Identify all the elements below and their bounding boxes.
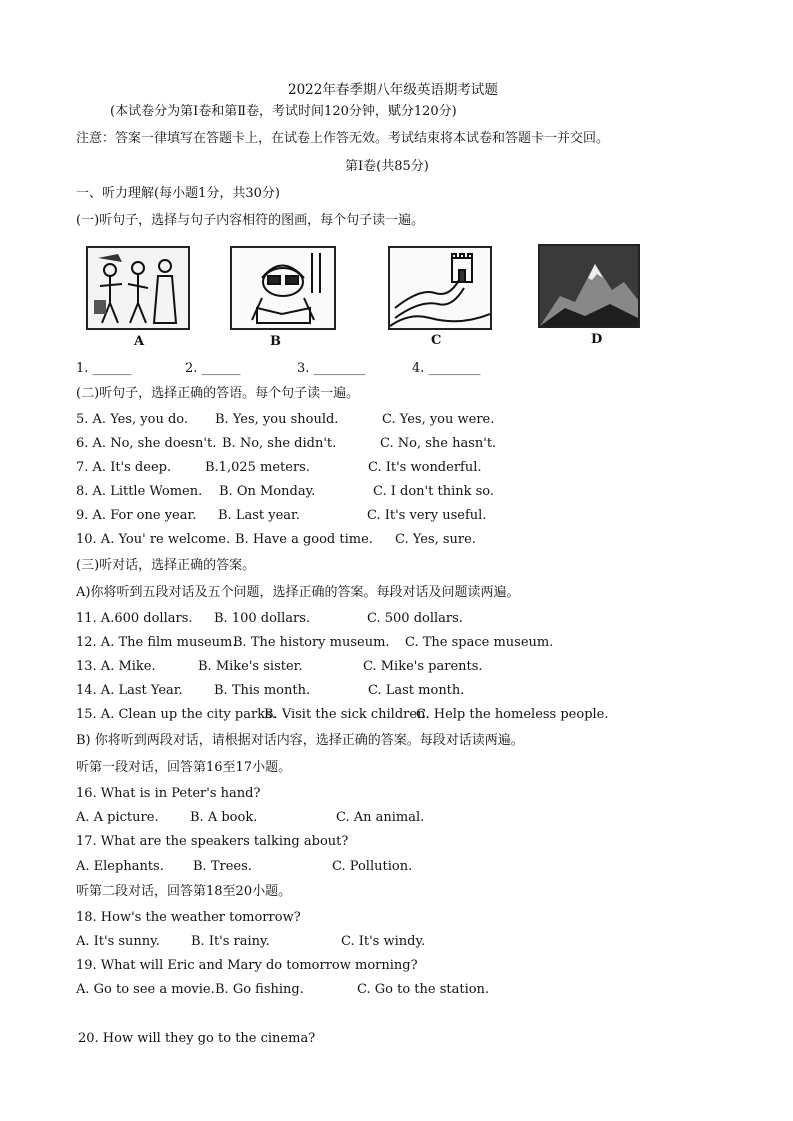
picture-a <box>86 246 190 330</box>
sub3-instruction: (三)听对话，选择正确的答案。 <box>76 558 256 573</box>
option-a: 11. A.600 dollars. <box>76 611 193 626</box>
mountain-icon <box>540 246 638 326</box>
question-17-stem: 17. What are the speakers talking about? <box>76 834 349 849</box>
option-c: C. Yes, you were. <box>382 412 495 427</box>
option-a: 15. A. Clean up the city parks. <box>76 707 276 722</box>
option-b: B. On Monday. <box>219 484 316 499</box>
option-a: 10. A. You' re welcome. <box>76 532 231 547</box>
option-c: C. No, she hasn't. <box>380 436 497 451</box>
option-b: B. Last year. <box>218 508 300 523</box>
question-20-stem: 20. How will they go to the cinema? <box>78 1031 316 1046</box>
notice-text: 注意：答案一律填写在答题卡上，在试卷上作答无效。考试结束将本试卷和答题卡一并交回。 <box>76 131 610 146</box>
sub1-instruction: (一)听句子，选择与句子内容相符的图画，每个句子读一遍。 <box>76 213 425 228</box>
option-b: B. Visit the sick children. <box>264 707 430 722</box>
option-a: 14. A. Last Year. <box>76 683 183 698</box>
dialog2-instruction: 听第二段对话，回答第18至20小题。 <box>76 884 292 899</box>
option-c: C. It's wonderful. <box>368 460 482 475</box>
option-c: C. Last month. <box>368 683 465 698</box>
option-a: 9. A. For one year. <box>76 508 197 523</box>
q18-option-a: A. It's sunny. <box>76 934 160 949</box>
question-18-stem: 18. How's the weather tomorrow? <box>76 910 301 925</box>
q17-option-a: A. Elephants. <box>76 859 164 874</box>
option-a: 13. A. Mike. <box>76 659 156 674</box>
option-a: 12. A. The film museum. <box>76 635 237 650</box>
option-c: C. The space museum. <box>405 635 554 650</box>
option-a: 7. A. It's deep. <box>76 460 172 475</box>
q16-option-c: C. An animal. <box>336 810 425 825</box>
option-b: B. No, she didn't. <box>222 436 337 451</box>
q19-option-c: C. Go to the station. <box>357 982 490 997</box>
option-c: C. It's very useful. <box>367 508 487 523</box>
option-a: 5. A. Yes, you do. <box>76 412 188 427</box>
q16-option-a: A. A picture. <box>76 810 159 825</box>
answer-blank-2: 2. ______ <box>185 361 241 376</box>
option-a: 6. A. No, she doesn't. <box>76 436 217 451</box>
q17-option-c: C. Pollution. <box>332 859 413 874</box>
people-scene-icon <box>88 248 188 328</box>
sub2-instruction: (二)听句子，选择正确的答语。每个句子读一遍。 <box>76 386 360 401</box>
option-b: B. 100 dollars. <box>214 611 310 626</box>
page-title: 2022年春季期八年级英语期考试题 <box>288 82 498 98</box>
part1-heading: 第Ⅰ卷(共85分) <box>345 159 429 174</box>
option-c: C. Help the homeless people. <box>416 707 609 722</box>
q19-option-b: B. Go fishing. <box>215 982 304 997</box>
option-c: C. Mike's parents. <box>363 659 483 674</box>
person-reading-icon <box>232 248 334 328</box>
section1-heading: 一、听力理解(每小题1分，共30分) <box>76 186 280 201</box>
picture-d <box>538 244 640 328</box>
option-b: B. Yes, you should. <box>215 412 339 427</box>
option-b: B. Mike's sister. <box>198 659 303 674</box>
option-c: C. I don't think so. <box>373 484 495 499</box>
question-16-stem: 16. What is in Peter's hand? <box>76 786 261 801</box>
picture-c <box>388 246 492 330</box>
picture-label-a: A <box>134 334 145 349</box>
q16-option-b: B. A book. <box>190 810 258 825</box>
q17-option-b: B. Trees. <box>193 859 252 874</box>
dialog1-instruction: 听第一段对话，回答第16至17小题。 <box>76 760 292 775</box>
part-b-intro: B) 你将听到两段对话，请根据对话内容，选择正确的答案。每段对话读两遍。 <box>76 733 524 748</box>
exam-subtitle: (本试卷分为第Ⅰ卷和第Ⅱ卷，考试时间120分钟，赋分120分) <box>110 104 457 119</box>
great-wall-icon <box>390 248 490 328</box>
option-b: B.1,025 meters. <box>205 460 310 475</box>
option-b: B. Have a good time. <box>235 532 373 547</box>
q19-option-a: A. Go to see a movie. <box>76 982 215 997</box>
q18-option-c: C. It's windy. <box>341 934 426 949</box>
answer-blank-1: 1. ______ <box>76 361 132 376</box>
q18-option-b: B. It's rainy. <box>191 934 270 949</box>
option-a: 8. A. Little Women. <box>76 484 203 499</box>
question-19-stem: 19. What will Eric and Mary do tomorrow morning? <box>76 958 418 973</box>
part-a-intro: A)你将听到五段对话及五个问题，选择正确的答案。每段对话及问题读两遍。 <box>76 585 520 600</box>
picture-label-c: C <box>431 333 442 348</box>
picture-label-d: D <box>591 332 603 347</box>
picture-label-b: B <box>270 334 281 349</box>
answer-blank-4: 4. ________ <box>412 361 481 376</box>
option-b: B. The history museum. <box>233 635 390 650</box>
option-c: C. Yes, sure. <box>395 532 476 547</box>
answer-blank-3: 3. ________ <box>297 361 366 376</box>
option-b: B. This month. <box>214 683 311 698</box>
option-c: C. 500 dollars. <box>367 611 463 626</box>
picture-b <box>230 246 336 330</box>
